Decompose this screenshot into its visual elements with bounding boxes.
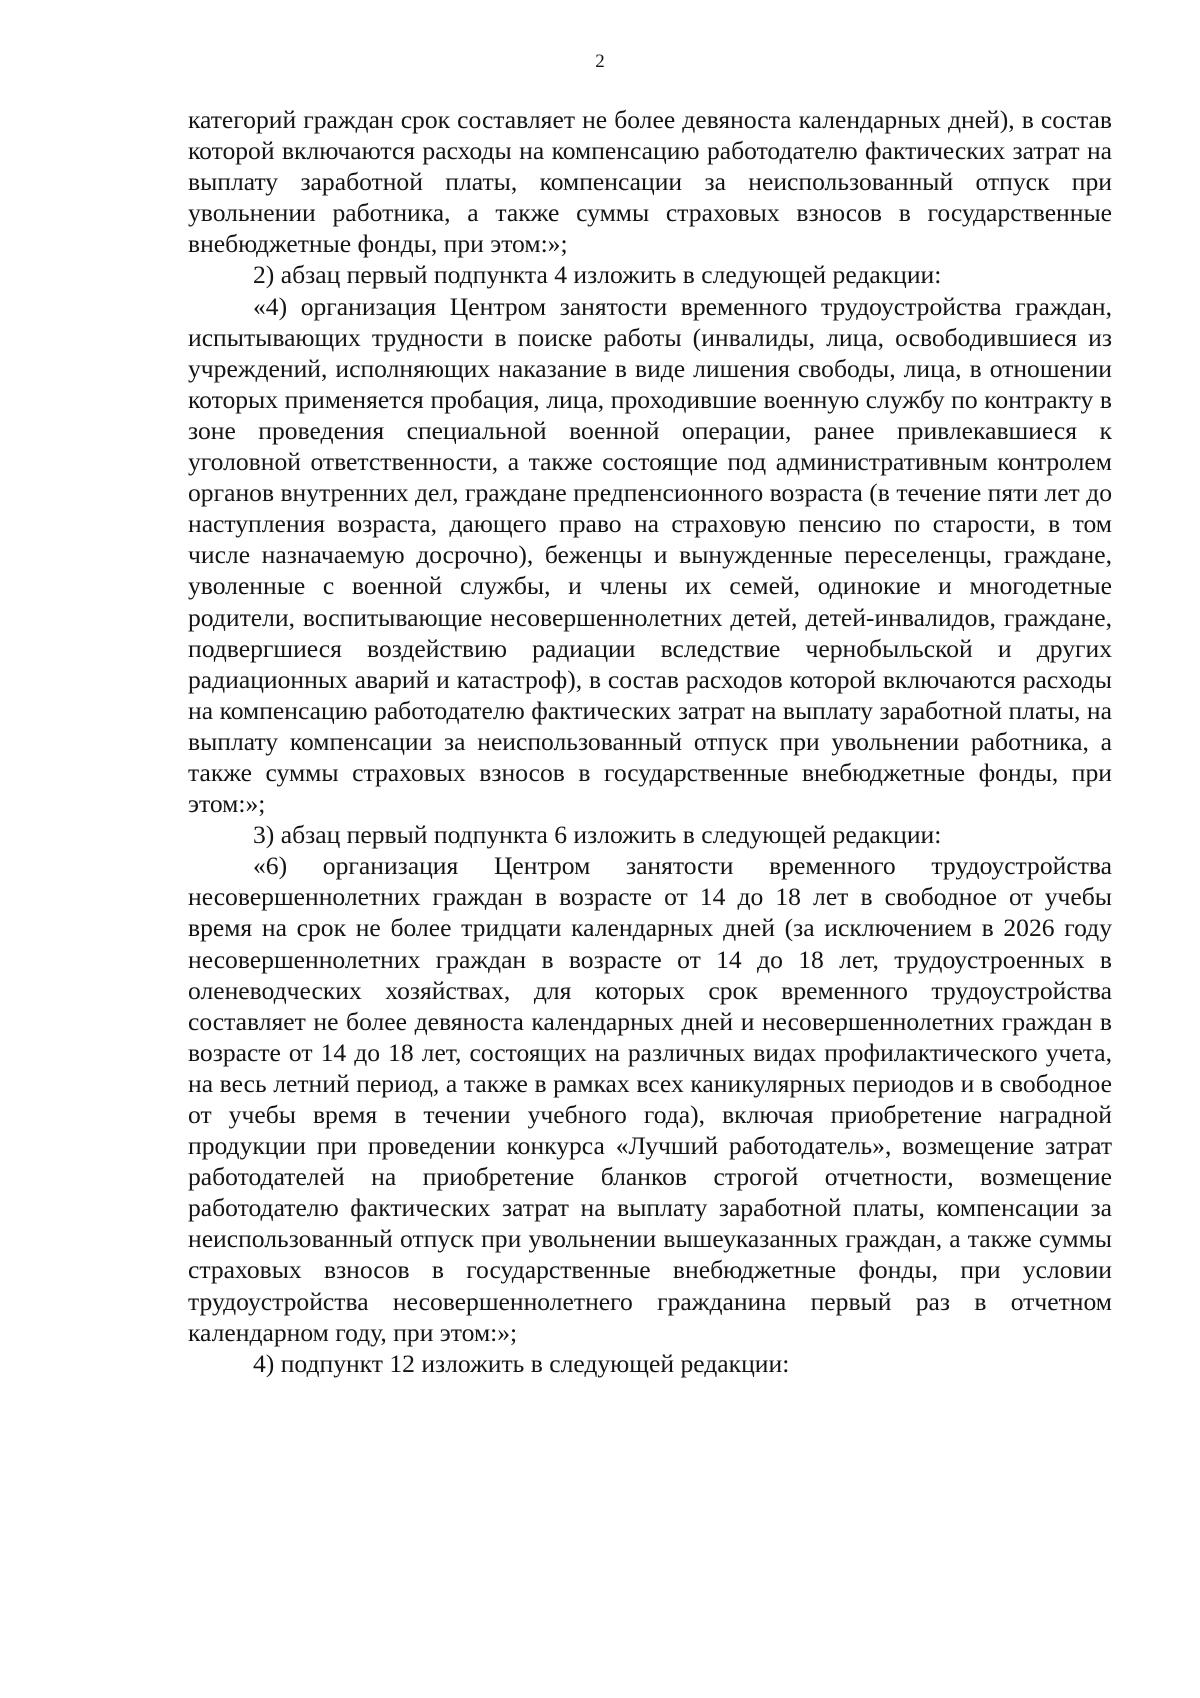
paragraph-item-2: 2) абзац первый подпункта 4 изложить в следующей редакции: [253,260,942,290]
paragraph-subitem-6-text: «6) организация Центром занятости временного трудоустройства несовершеннолетних граждан в возрасте от 14 до 18 лет в свободное от учебы время на срок не более тридцати календарных дней (за исключением в 2026 году несовершеннолетних граждан в возрасте от 14 до 18 лет, трудоустроенных в оленеводческих хозяйствах, для которых срок временного трудоустройства составляет не более девяноста календарных дней и несовершеннолетних граждан в возрасте от 14 до 18 лет, состоящих на различных видах профилактического учета, на весь летний период, а также в рамках всех каникулярных периодов и в свободное от учебы время в течении учебного года), включая приобретение наградной продукции при проведении конкурса «Лучший работодатель», возмещение затрат работодателей на приобретение бланков строгой отчетности, возмещение работодателю фактических затрат на выплату заработной платы, компенсации за неиспользованный отпуск при увольнении вышеуказанных граждан, а также суммы страховых взносов в государственные внебюджетные фонды, при условии трудоустройства несовершеннолетнего гражданина первый раз в отчетном календарном году, при этом:»; [188,851,1112,1347]
page-number: 2 [595,51,605,72]
paragraph-subitem-4-text: «4) организация Центром занятости временного трудоустройства граждан, испытывающих трудности в поиске работы (инвалиды, лица, освободившиеся из учреждений, исполняющих наказание в виде лишения свободы, лица, в отношении которых применяется пробация, лица, проходившие военную службу по контракту в зоне проведения специальной военной операции, ранее привлекавшиеся к уголовной ответственности, а также состоящие под административным контролем органов внутренних дел, граждане предпенсионного возраста (в течение пяти лет до наступления возраста, дающего право на страховую пенсию по старости, в том числе назначаемую досрочно), беженцы и вынужденные переселенцы, граждане, уволенные с военной службы, и члены их семей, одинокие и многодетные родители, воспитывающие несовершеннолетних детей, детей-инвалидов, граждане, подвергшиеся воздействию радиации вследствие чернобыльской и других радиационных аварий и катастроф), в состав расходов которой включаются расходы на компенсацию работодателю фактических затрат на выплату заработной платы, на выплату компенсации за неиспользованный отпуск при увольнении работника, а также суммы страховых взносов в государственные внебюджетные фонды, при этом:»; [188,291,1112,819]
paragraph-item-3: 3) абзац первый подпункта 6 изложить в следующей редакции: [253,820,942,850]
paragraph-item-4: 4) подпункт 12 изложить в следующей редакции: [253,1348,790,1378]
document-body [188,104,1112,1379]
paragraph-continuation: категорий граждан срок составляет не более девяноста календарных дней), в состав которой включаются расходы на компенсацию работодателю фактических затрат на выплату заработной платы, компенсации за неиспользованный отпуск при увольнении работника, а также суммы страховых взносов в государственные внебюджетные фонды, при этом:»; [188,105,1112,259]
